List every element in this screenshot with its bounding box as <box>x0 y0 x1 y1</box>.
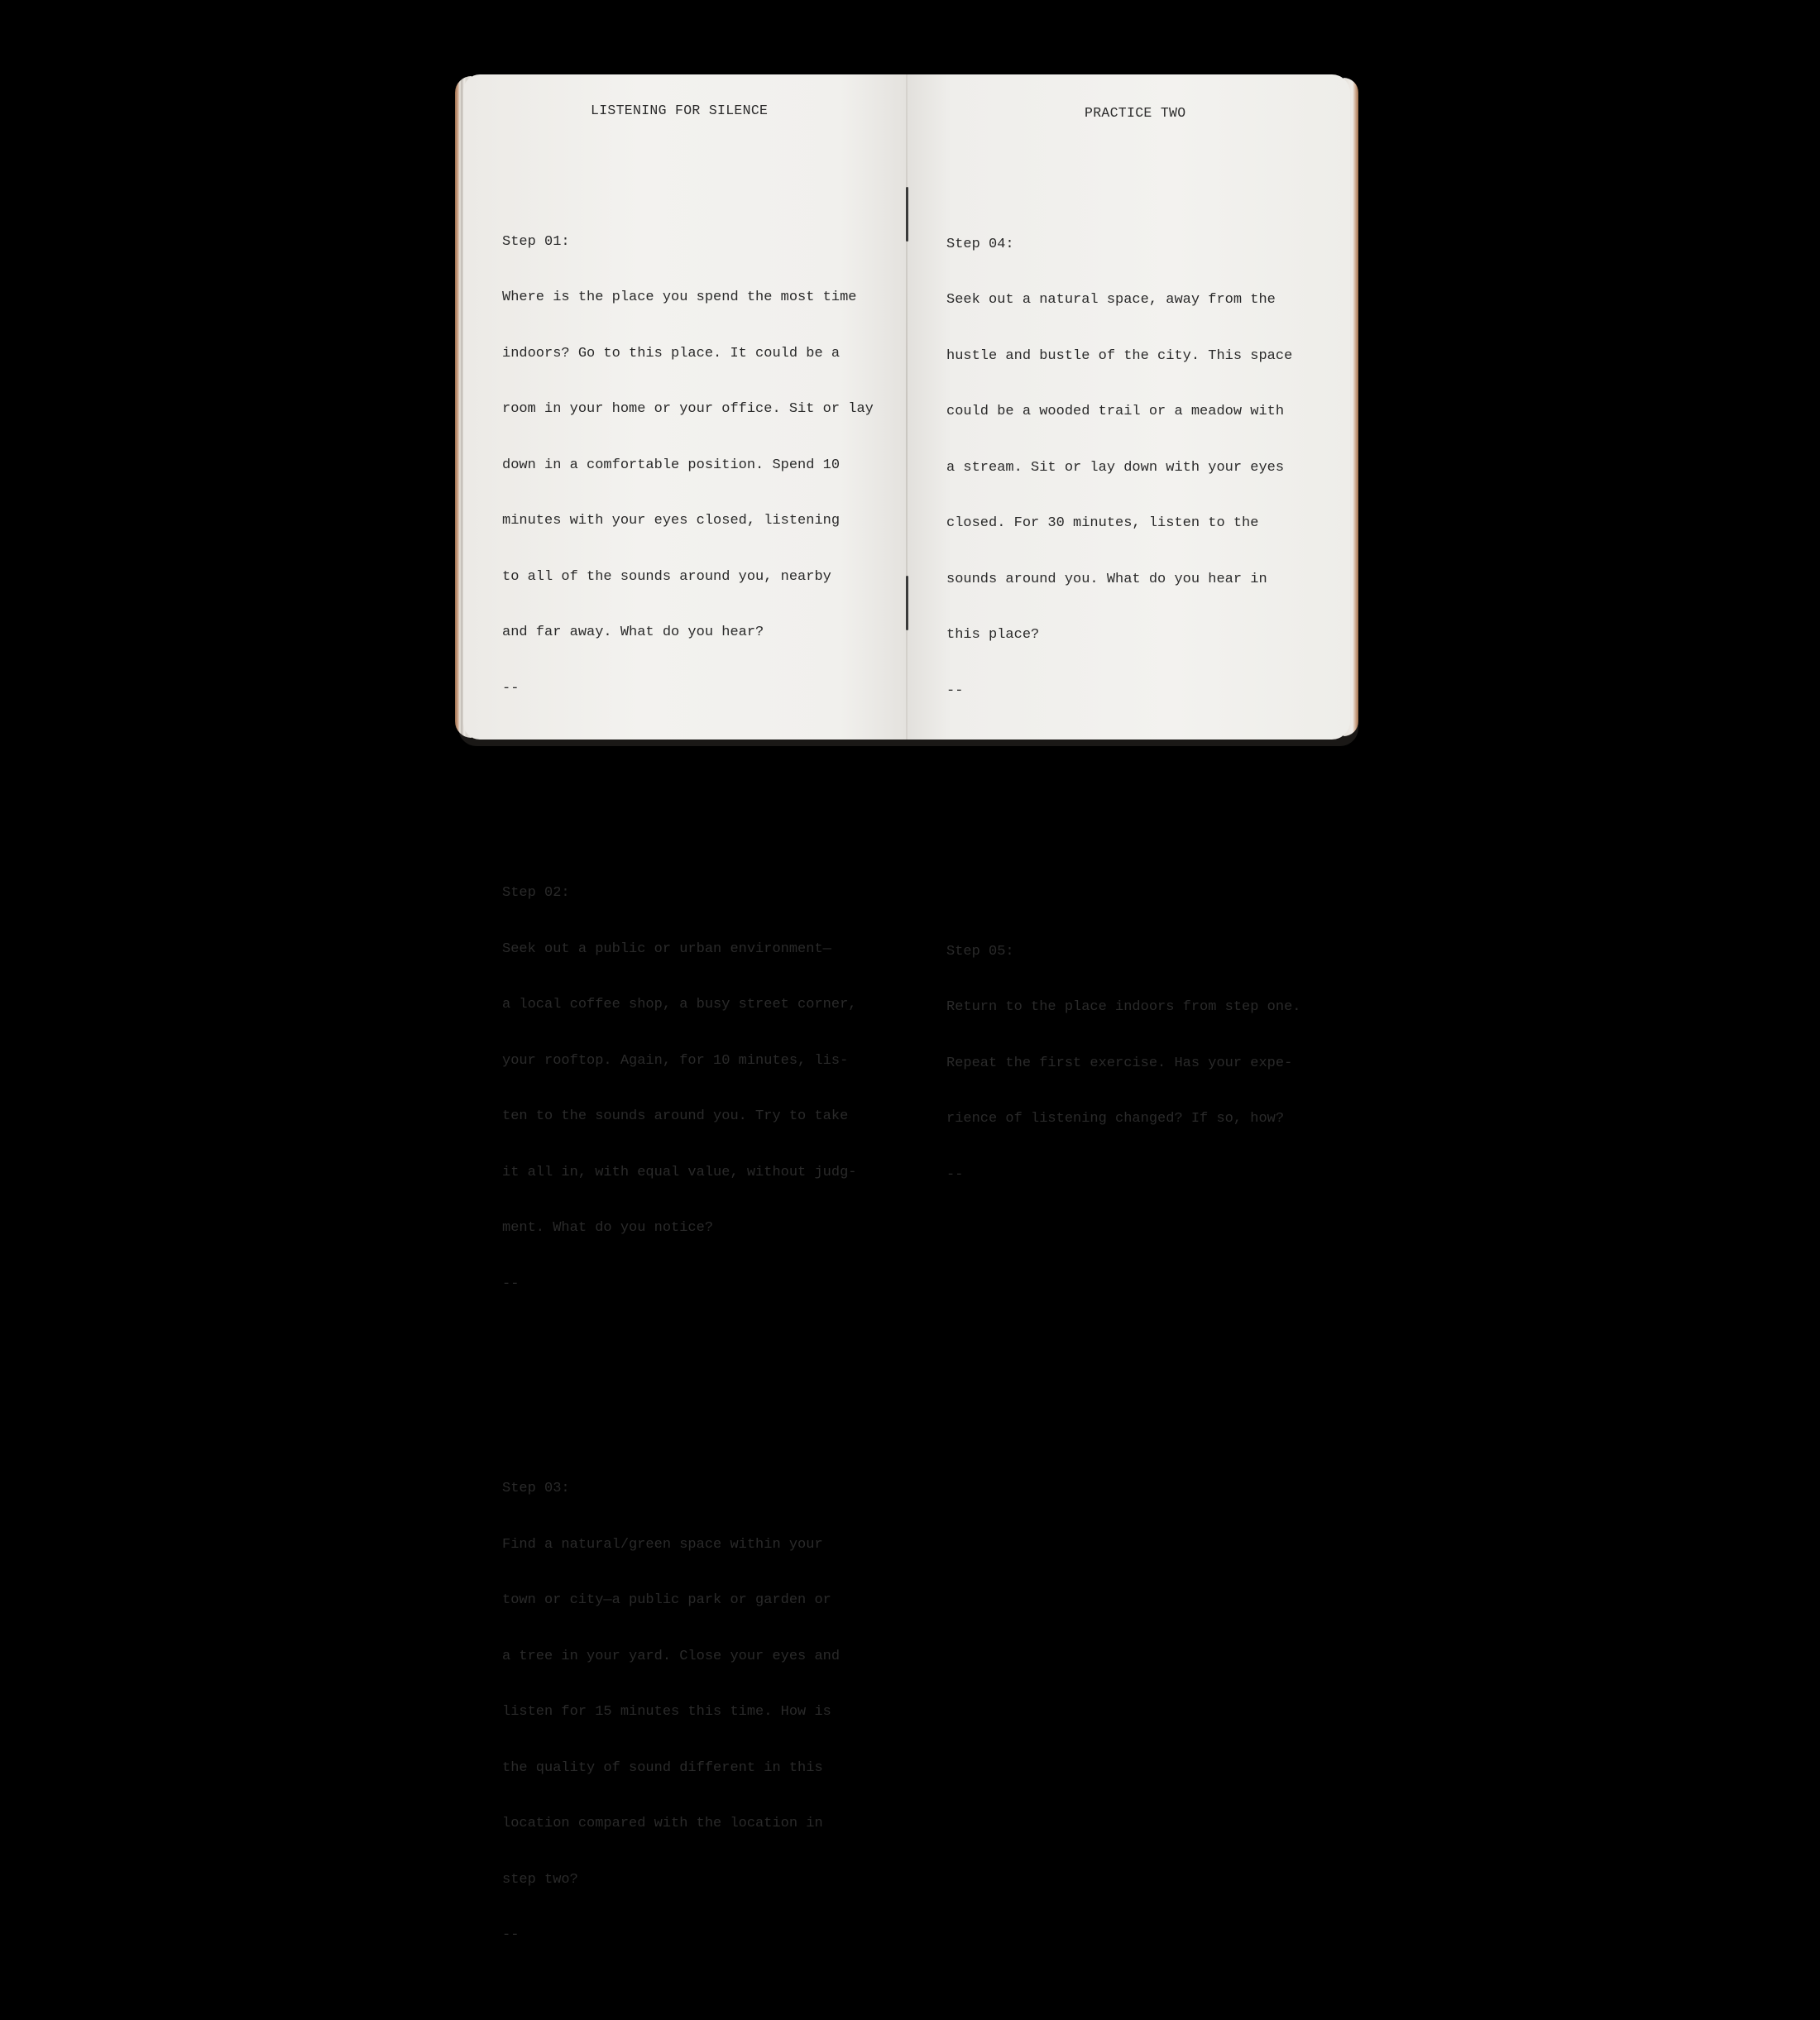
step-line: room in your home or your office. Sit or lay <box>502 401 874 417</box>
step-title: Step 02: <box>502 885 570 901</box>
step-01 <box>502 196 874 736</box>
step-line: your rooftop. Again, for 10 minutes, lis- <box>502 1052 849 1069</box>
step-line: and far away. What do you hear? <box>502 625 764 640</box>
left-page <box>463 74 907 1943</box>
step-line: Seek out a public or urban environment— <box>502 941 831 957</box>
step-end-mark: -- <box>946 1166 964 1183</box>
step-line: listen for 15 minutes this time. How is <box>502 1704 831 1720</box>
step-line: Return to the place indoors from step one. <box>946 999 1301 1015</box>
step-line: Repeat the first exercise. Has your expe- <box>946 1055 1293 1071</box>
step-04 <box>946 199 1300 739</box>
step-title: Step 05: <box>946 943 1014 960</box>
step-line: Find a natural/green space within your <box>502 1536 823 1553</box>
step-line: down in a comfortable position. Spend 10 <box>502 457 841 473</box>
right-page <box>907 74 1350 1183</box>
step-line: step two? <box>502 1871 578 1888</box>
left-page-steps <box>502 140 874 2020</box>
step-title: Step 03: <box>502 1481 570 1496</box>
step-title: Step 04: <box>946 236 1014 252</box>
step-line: rience of listening changed? If so, how? <box>946 1111 1285 1127</box>
step-end-mark: -- <box>502 1276 520 1292</box>
step-line: indoors? Go to this place. It could be a <box>502 345 841 361</box>
step-line: Where is the place you spend the most time <box>502 290 857 305</box>
open-booklet <box>455 73 1355 1943</box>
step-line: ten to the sounds around you. Try to take <box>502 1108 849 1124</box>
step-line: a local coffee shop, a busy street corner, <box>502 997 857 1012</box>
step-spacer <box>946 831 1300 850</box>
step-line: closed. For 30 minutes, listen to the <box>946 515 1259 531</box>
step-line: to all of the sounds around you, nearby <box>502 568 831 585</box>
step-line: the quality of sound different in this <box>502 1759 823 1776</box>
staple-top <box>906 187 908 242</box>
step-03 <box>502 1443 874 1983</box>
step-line: it all in, with equal value, without judg- <box>502 1164 857 1180</box>
step-end-mark: -- <box>502 680 520 696</box>
step-end-mark: -- <box>502 1927 520 1943</box>
booklet-spine <box>906 74 908 740</box>
step-line: a tree in your yard. Close your eyes and <box>502 1648 841 1664</box>
step-02 <box>502 847 874 1331</box>
step-line: location compared with the location in <box>502 1816 823 1831</box>
step-line: hustle and bustle of the city. This space <box>946 347 1293 364</box>
step-line: could be a wooded trail or a meadow with <box>946 404 1285 419</box>
step-line: sounds around you. What do you hear in <box>946 571 1267 587</box>
step-line: ment. What do you notice? <box>502 1220 714 1236</box>
right-running-head: PRACTICE TWO <box>1085 105 1186 121</box>
step-line: town or city—a public park or garden or <box>502 1592 831 1608</box>
right-page-steps <box>946 142 1300 1259</box>
step-05 <box>946 906 1300 1223</box>
step-line: a stream. Sit or lay down with your eyes <box>946 459 1285 476</box>
step-spacer <box>946 775 1300 794</box>
step-spacer <box>502 773 874 792</box>
step-line: minutes with your eyes closed, listening <box>502 513 841 529</box>
staple-bottom <box>906 576 908 630</box>
step-end-mark: -- <box>946 682 964 699</box>
step-title: Step 01: <box>502 233 570 250</box>
step-line: Seek out a natural space, away from the <box>946 292 1276 308</box>
step-spacer <box>502 1368 874 1387</box>
step-line: this place? <box>946 627 1040 643</box>
left-running-head: LISTENING FOR SILENCE <box>591 103 769 118</box>
